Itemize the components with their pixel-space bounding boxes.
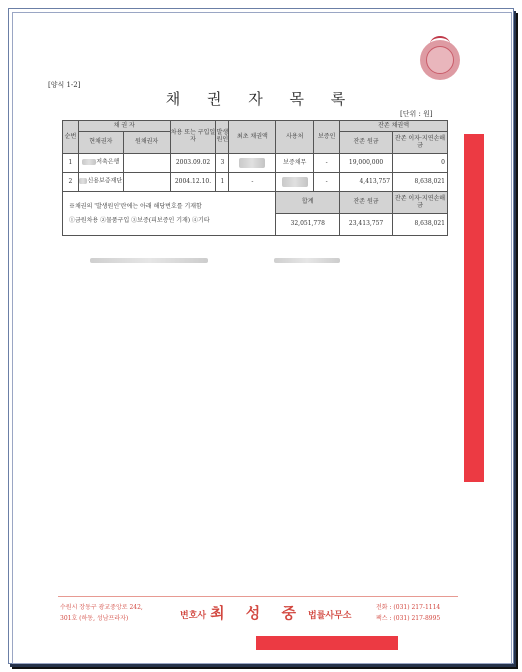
footer-address — [60, 602, 143, 625]
row-original-creditor — [123, 154, 170, 173]
sum-interest-label: 잔존 이자·지연손해금 — [393, 192, 448, 214]
footer-firm-name — [180, 602, 352, 623]
row-guarantor: - — [314, 173, 340, 192]
row-use: 보증채무 — [276, 154, 314, 173]
row-date: 2003.09.02 — [170, 154, 216, 173]
note-line: ①금원차용 ②물품구입 ③보증(피보증인 기재) ④기타 — [69, 216, 210, 224]
phone-number: 전화 : (031) 217-1114 — [376, 604, 441, 611]
note-cell — [63, 192, 276, 236]
redacted-text — [239, 158, 265, 168]
header-seq: 순번 — [63, 121, 79, 154]
row-principal: 19,000,000 — [340, 154, 393, 173]
form-number: [양식 1-2] — [48, 81, 81, 89]
row-first-amount — [229, 154, 276, 173]
header-first-amount: 최초 채권액 — [229, 121, 276, 154]
row-principal: 4,413,757 — [340, 173, 393, 192]
fax-number: 팩스 : (031) 217-8995 — [376, 615, 441, 623]
header-current-creditor: 현채권자 — [78, 132, 123, 154]
address-line: 301호 (하동, 성남프라자) — [60, 615, 129, 623]
page-title: 채 권 자 목 록 — [165, 90, 357, 108]
row-cause: 1 — [216, 173, 229, 192]
address-line: 수원시 장동구 광교중앙로 242, — [60, 604, 143, 611]
header-creditor: 채 권 자 — [78, 121, 170, 132]
sum-principal: 23,413,757 — [340, 214, 393, 236]
redaction-bar-horizontal — [256, 636, 398, 650]
header-cause: 발생원인 — [216, 121, 229, 154]
firm-lawyer-name: 최 성 중 — [210, 604, 305, 622]
redacted-text — [282, 177, 308, 187]
header-date: 차용 또는 구입일자 — [170, 121, 216, 154]
row-original-creditor — [123, 173, 170, 192]
footer-divider — [58, 596, 458, 597]
row-first-amount: - — [229, 173, 276, 192]
row-date: 2004.12.10. — [170, 173, 216, 192]
table-row — [63, 173, 448, 192]
redacted-text — [82, 159, 96, 165]
creditor-table — [62, 120, 448, 236]
note-line: ※채권의 '발생원인'란에는 아래 해당번호를 기재함 — [69, 203, 202, 211]
row-seq: 1 — [63, 154, 79, 173]
header-guarantor: 보증인 — [314, 121, 340, 154]
row-seq: 2 — [63, 173, 79, 192]
firm-suffix: 법률사무소 — [308, 611, 352, 621]
row-current-creditor: 신용보증재단 — [78, 173, 123, 192]
table-row — [63, 154, 448, 173]
sum-total: 32,051,778 — [276, 214, 340, 236]
header-use: 사용처 — [276, 121, 314, 154]
row-use — [276, 173, 314, 192]
header-original-creditor: 원채권자 — [123, 132, 170, 154]
firm-prefix: 변호사 — [180, 611, 207, 621]
redacted-line — [90, 258, 208, 263]
sum-principal-label: 잔존 원금 — [340, 192, 393, 214]
redaction-bar-vertical — [464, 134, 484, 482]
unit-label: [단위 : 원] — [400, 110, 433, 118]
row-current-creditor: 저축은행 — [78, 154, 123, 173]
row-interest: 8,638,021 — [393, 173, 448, 192]
sum-interest: 8,638,021 — [393, 214, 448, 236]
header-principal: 잔존 원금 — [340, 132, 393, 154]
row-cause: 3 — [216, 154, 229, 173]
header-interest: 잔존 이자·지연손해금 — [393, 132, 448, 154]
redacted-line — [274, 258, 340, 263]
header-balance: 잔존 채권액 — [340, 121, 448, 132]
stamp-mark — [430, 36, 450, 52]
row-interest: 0 — [393, 154, 448, 173]
footer-contact — [376, 602, 440, 625]
row-guarantor: - — [314, 154, 340, 173]
sum-label: 합계 — [276, 192, 340, 214]
